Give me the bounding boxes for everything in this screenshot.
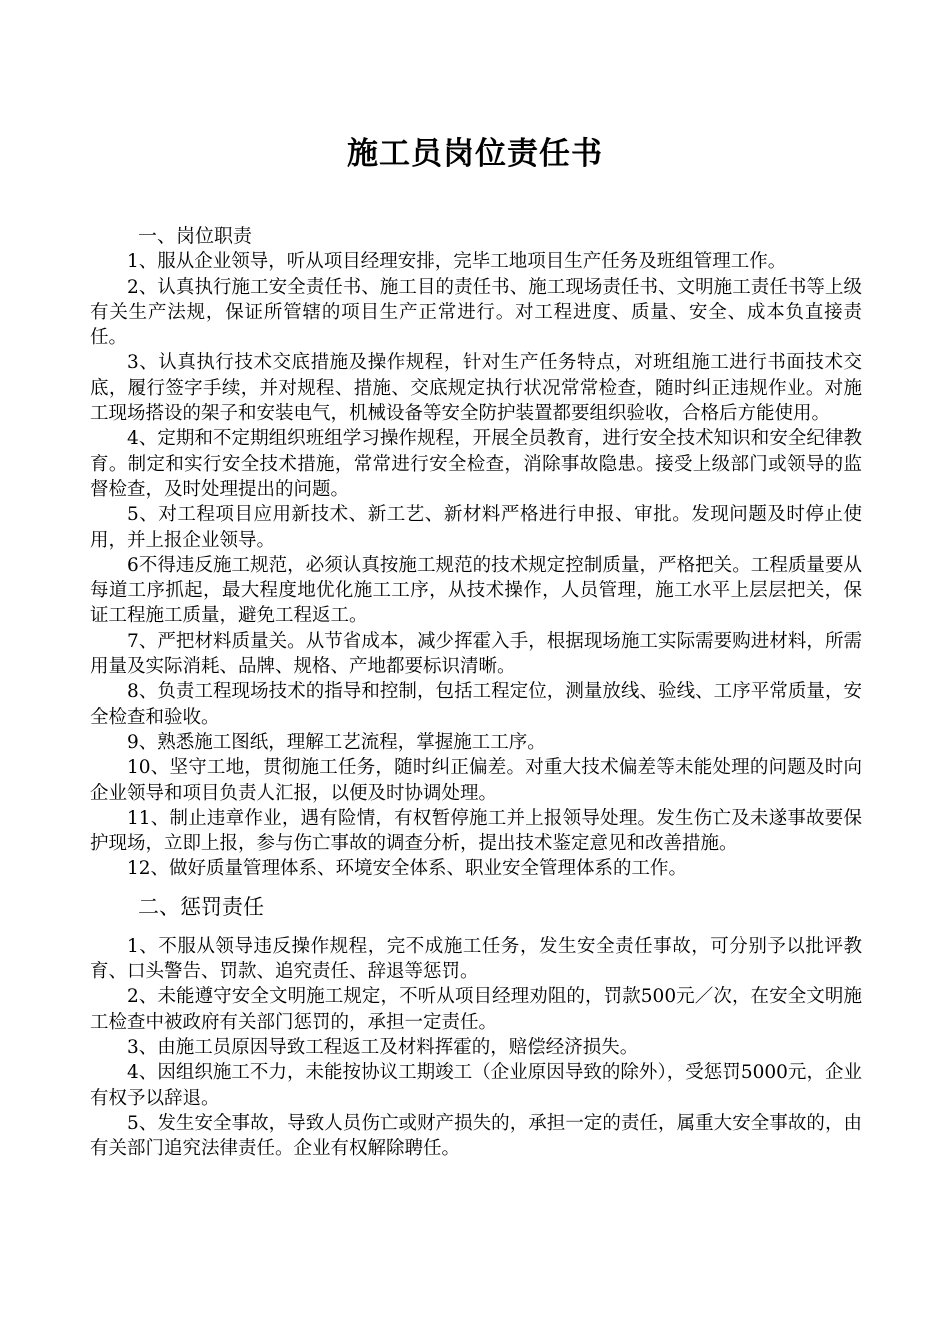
penalty-paragraph-1: 1、不服从领导违反操作规程，完不成施工任务，发生安全责任事故，可分别予以批评教育、口头警告、罚款、追究责任、辞退等惩罚。 — [90, 935, 862, 983]
duty-paragraph-2: 2、认真执行施工安全责任书、施工目的责任书、施工现场责任书、文明施工责任书等上级有关生产法规，保证所管辖的项目生产正常进行。对工程进度、质量、安全、成本负直接责任。 — [90, 276, 862, 349]
section-penalties — [90, 892, 862, 1162]
section-heading-duties: 一、岗位职责 — [138, 225, 253, 247]
duty-paragraph-10: 10、坚守工地，贯彻施工任务，随时纠正偏差。对重大技术偏差等未能处理的问题及时向企业领导和项目负责人汇报，以便及时协调处理。 — [90, 757, 862, 804]
duty-paragraph-1: 1、服从企业领导，听从项目经理安排，完毕工地项目生产任务及班组管理工作。 — [127, 251, 787, 273]
document-title: 施工员岗位责任书 — [347, 136, 603, 172]
penalty-paragraph-5: 5、发生安全事故，导致人员伤亡或财产损失的，承担一定的责任，属重大安全事故的，由有关部门追究法律责任。企业有权解除聘任。 — [90, 1112, 862, 1160]
duty-paragraph-3: 3、认真执行技术交底措施及操作规程，针对生产任务特点，对班组施工进行书面技术交底，履行签字手续，并对规程、措施、交底规定执行状况常常检查，随时纠正违规作业。对施工现场搭设的架子和安装电气，机械设备等安全防护装置都要组织验收，合格后方能使用。 — [90, 352, 862, 425]
duty-paragraph-12: 12、做好质量管理体系、环境安全体系、职业安全管理体系的工作。 — [127, 858, 688, 880]
duty-paragraph-8: 8、负责工程现场技术的指导和控制，包括工程定位，测量放线、验线、工序平常质量，安全检查和验收。 — [90, 681, 862, 728]
duty-paragraph-4: 4、定期和不定期组织班组学习操作规程，开展全员教育，进行安全技术知识和安全纪律教育。制定和实行安全技术措施，常常进行安全检查，消除事故隐患。接受上级部门或领导的监督检查，及时处理提出的问题。 — [90, 428, 862, 500]
section-heading-penalties: 二、惩罚责任 — [138, 894, 264, 919]
duty-paragraph-9: 9、熟悉施工图纸，理解工艺流程，掌握施工工序。 — [127, 731, 546, 753]
duty-paragraph-11: 11、制止违章作业，遇有险情，有权暂停施工并上报领导处理。发生伤亡及未遂事故要保护现场，立即上报，参与伤亡事故的调查分析，提出技术鉴定意见和改善措施。 — [90, 807, 862, 855]
penalty-paragraph-2: 2、未能遵守安全文明施工规定，不听从项目经理劝阻的，罚款500元／次，在安全文明施工检查中被政府有关部门惩罚的，承担一定责任。 — [90, 986, 862, 1033]
section-duties — [90, 224, 862, 882]
duty-paragraph-6: 6不得违反施工规范，必须认真按施工规范的技术规定控制质量，严格把关。工程质量要从每道工序抓起，最大程度地优化施工工序，从技术操作，人员管理，施工水平上层层把关，保证工程施工质量，避免工程返工。 — [90, 554, 862, 627]
penalty-paragraph-3: 3、由施工员原因导致工程返工及材料挥霍的，赔偿经济损失。 — [127, 1036, 639, 1058]
penalty-paragraph-4: 4、因组织施工不力，未能按协议工期竣工（企业原因导致的除外），受惩罚5000元，企业有权予以辞退。 — [90, 1062, 862, 1109]
duty-paragraph-5: 5、对工程项目应用新技术、新工艺、新材料严格进行申报、审批。发现问题及时停止使用，并上报企业领导。 — [90, 504, 862, 551]
document-body — [90, 224, 862, 1161]
duty-paragraph-7: 7、严把材料质量关。从节省成本，减少挥霍入手，根据现场施工实际需要购进材料，所需用量及实际消耗、品牌、规格、产地都要标识清晰。 — [90, 630, 862, 678]
